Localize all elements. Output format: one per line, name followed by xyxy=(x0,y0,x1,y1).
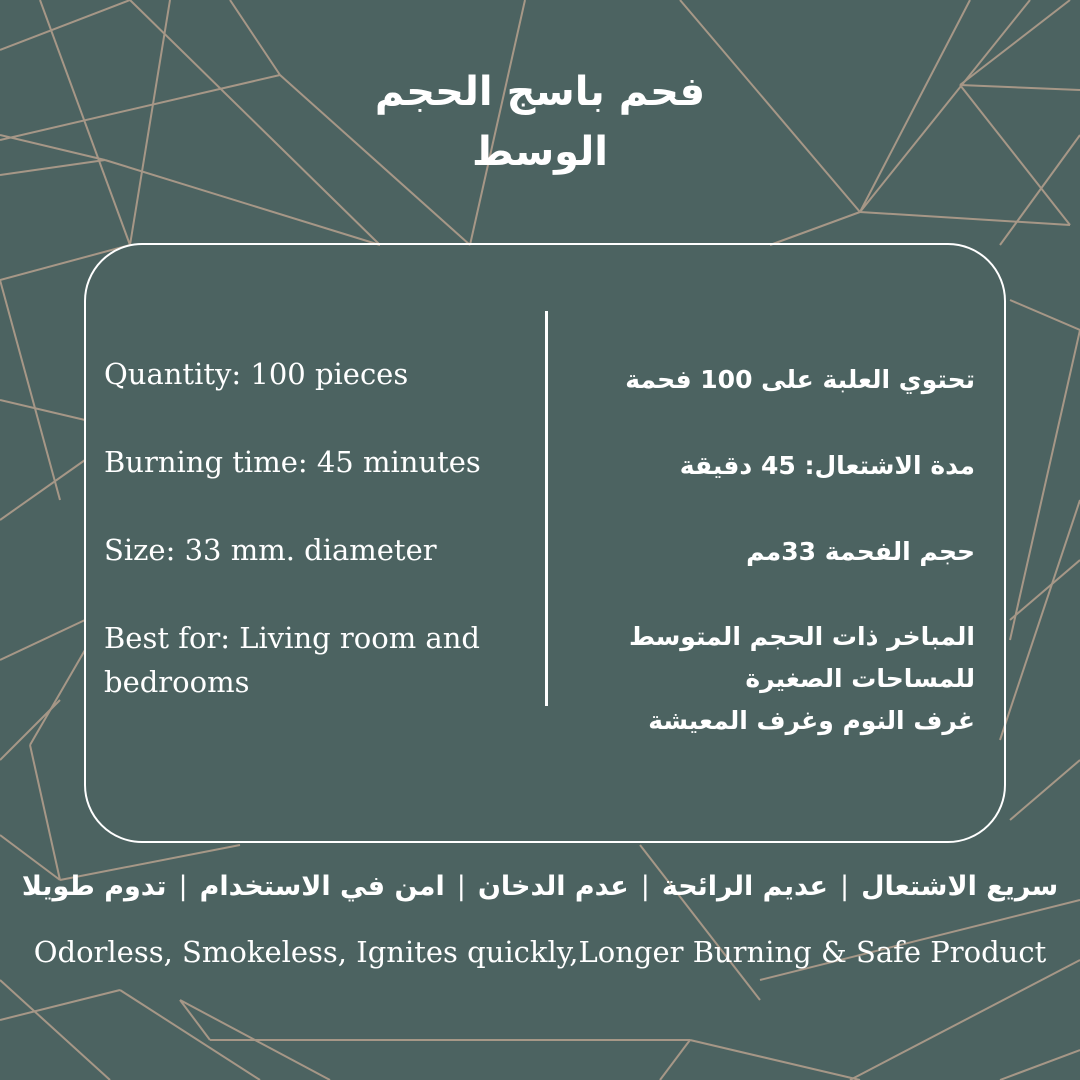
spec-best-for-ar-line-2: للمساحات الصغيرة xyxy=(745,664,975,693)
spec-burning-time-ar: مدة الاشتعال: 45 دقيقة xyxy=(679,451,975,480)
feature-smokeless: عدم الدخان xyxy=(477,871,629,902)
feature-separator: | xyxy=(456,871,466,902)
feature-long-lasting: تدوم طويلا xyxy=(21,871,167,902)
feature-safe: امن في الاستخدام xyxy=(199,871,445,902)
features-row xyxy=(0,862,1080,912)
spec-quantity-ar: تحتوي العلبة على 100 فحمة xyxy=(625,365,975,394)
spec-burning-time-en: Burning time: 45 minutes xyxy=(104,445,481,479)
spec-quantity-en: Quantity: 100 pieces xyxy=(104,357,409,391)
title-line-2: الوسط xyxy=(472,129,608,175)
feature-separator: | xyxy=(840,871,850,902)
spec-best-for-en: Best for: Living room and bedrooms xyxy=(104,621,480,699)
column-divider xyxy=(545,311,548,706)
spec-size-ar: حجم الفحمة 33مم xyxy=(746,537,975,566)
feature-separator: | xyxy=(640,871,650,902)
spec-best-for-ar-line-3: غرف النوم وغرف المعيشة xyxy=(648,706,975,735)
feature-quick-ignite: سريع الاشتعال xyxy=(861,871,1059,902)
feature-separator: | xyxy=(178,871,188,902)
spec-size-en: Size: 33 mm. diameter xyxy=(104,533,437,567)
product-title xyxy=(0,62,1080,182)
title-line-1: فحم باسج الحجم xyxy=(374,69,706,115)
feature-odorless: عديم الرائحة xyxy=(661,871,828,902)
arabic-specs xyxy=(575,358,975,785)
spec-best-for-ar-line-1: المباخر ذات الحجم المتوسط xyxy=(628,622,975,651)
spec-best-for-ar xyxy=(575,616,975,742)
english-tagline: Odorless, Smokeless, Ignites quickly,Longer Burning & Safe Product xyxy=(33,935,1047,969)
english-specs xyxy=(104,352,514,748)
